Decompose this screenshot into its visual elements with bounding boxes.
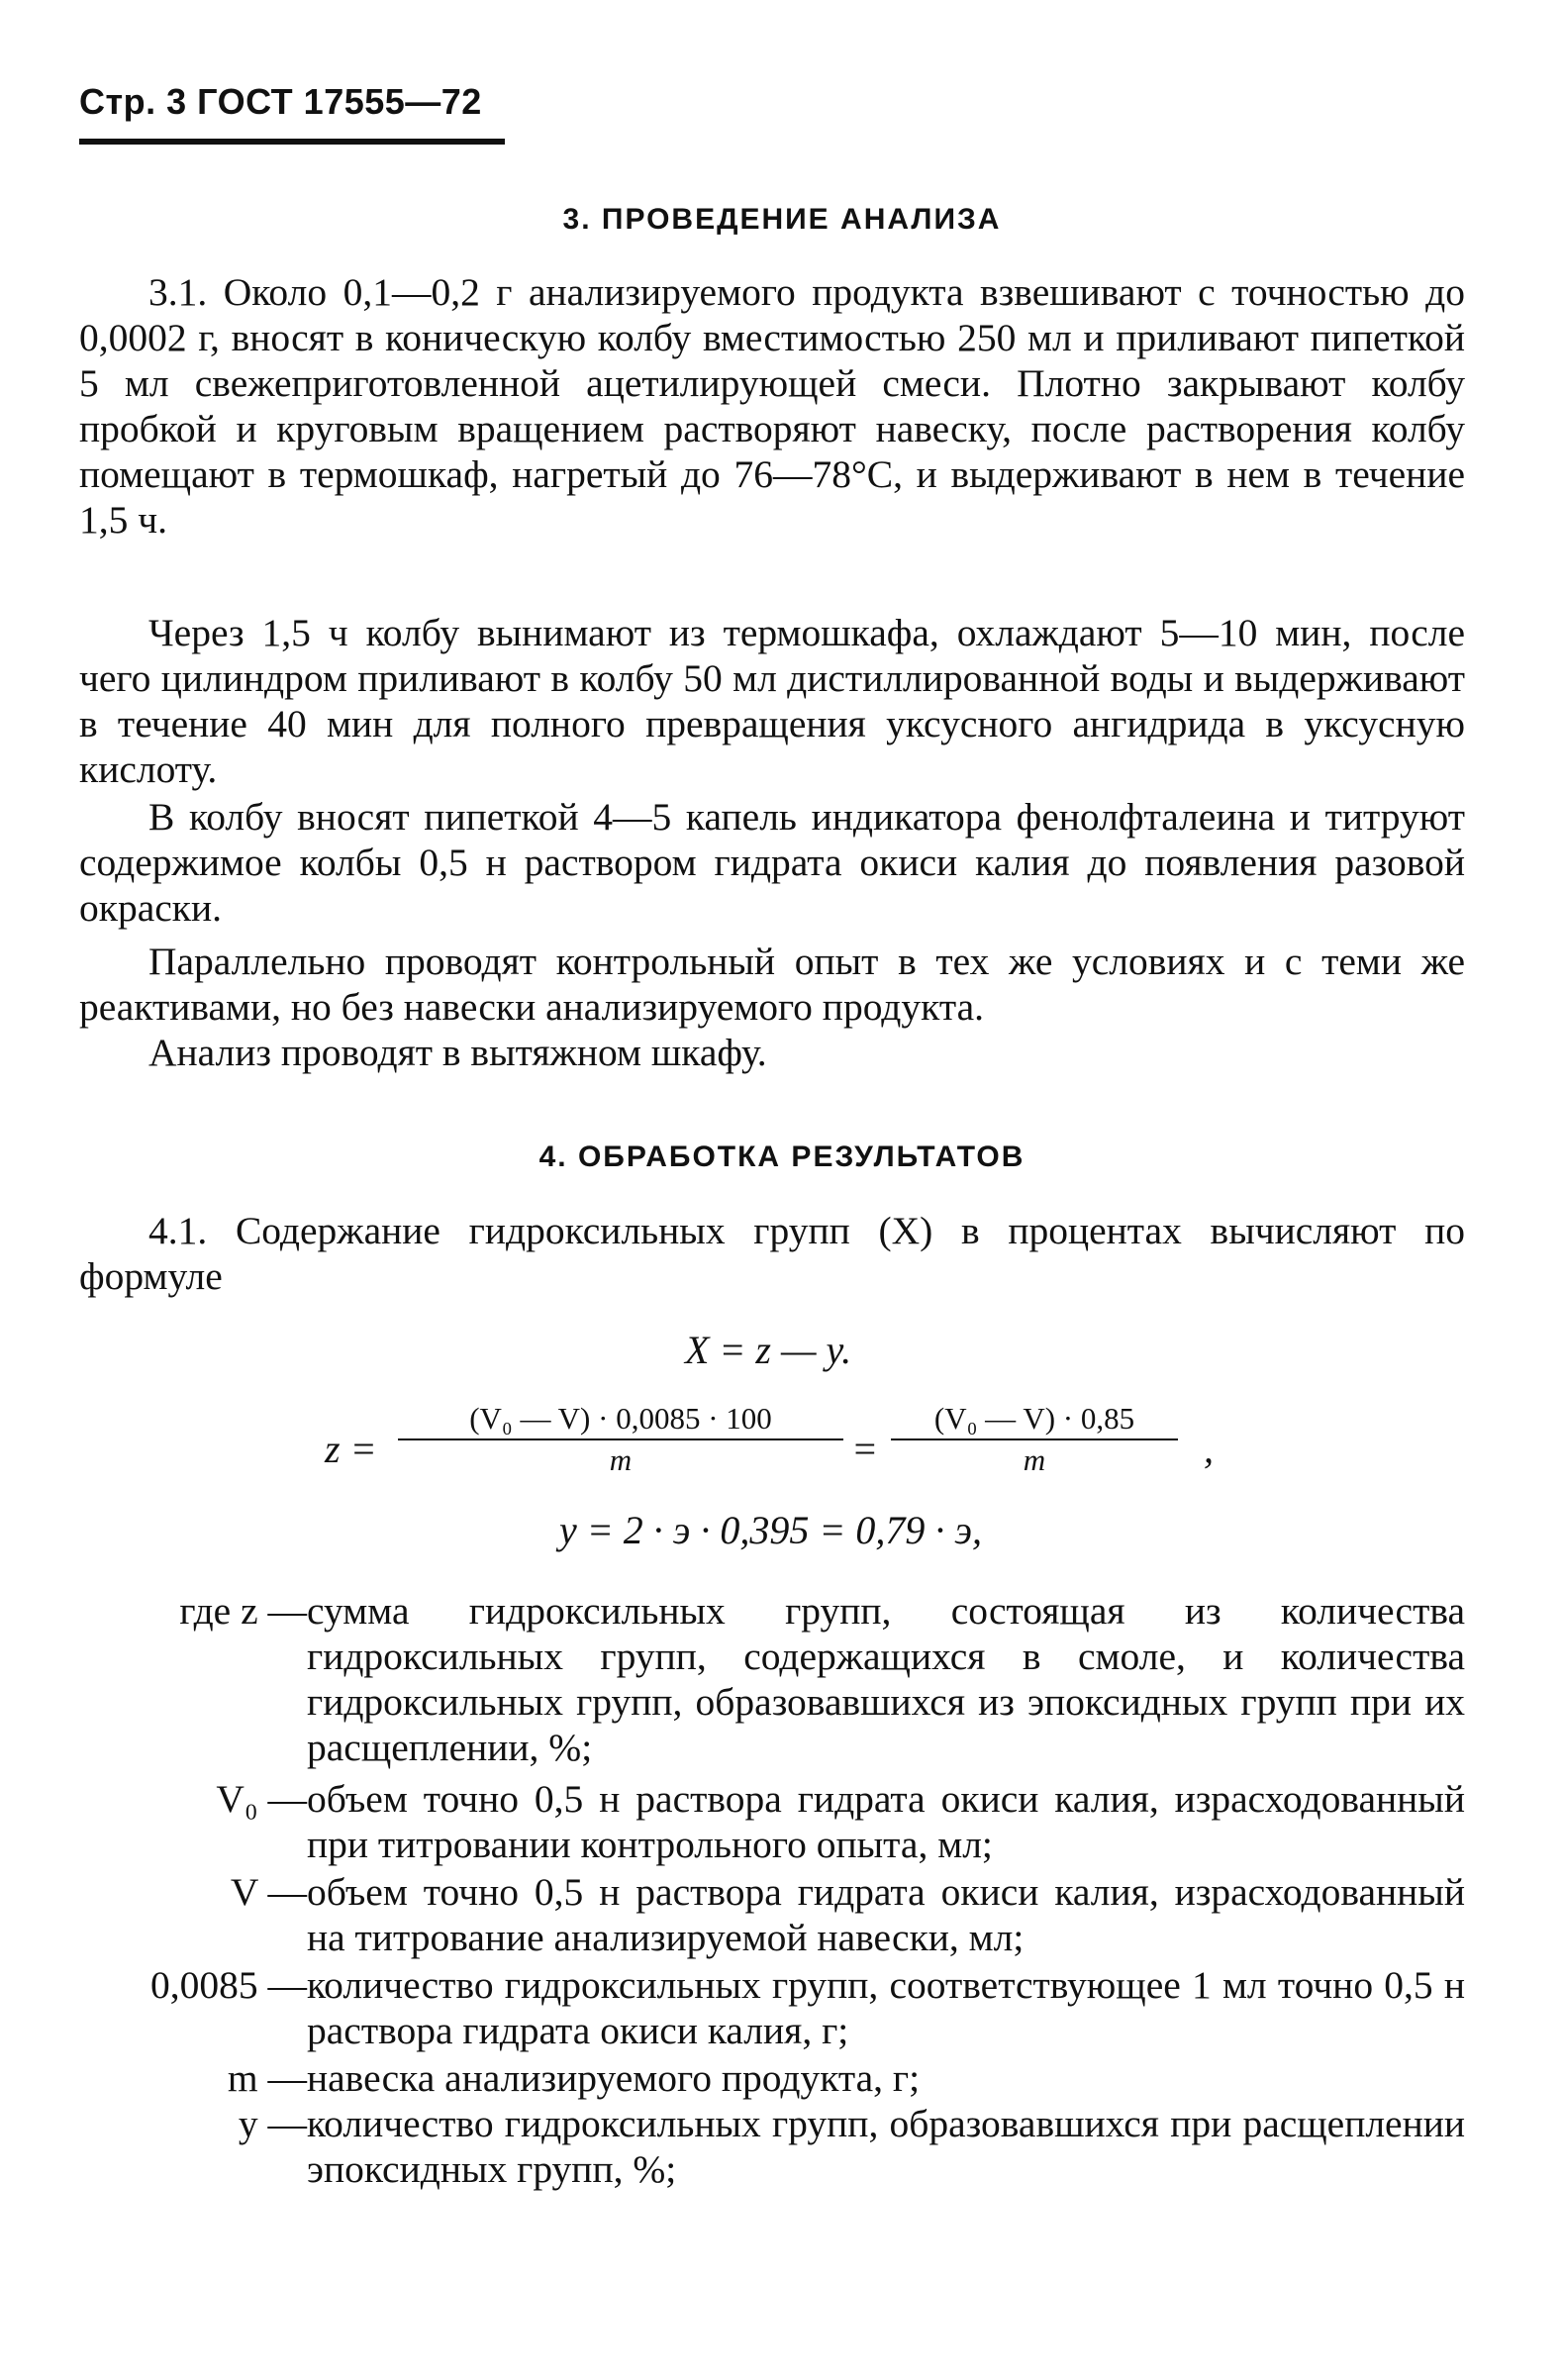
fraction-1-denominator: m	[609, 1442, 633, 1477]
definition-text: навеска анализируемого продукта, г;	[307, 2056, 921, 2100]
fraction-2-denominator: m	[1023, 1442, 1046, 1477]
definition-term: где z —	[179, 1589, 307, 1633]
section-3-title: 3. ПРОВЕДЕНИЕ АНАЛИЗА	[562, 203, 1002, 236]
paragraph-4-1: 4.1. Содержание гидроксильных групп (X) в процентах вычисляют по формуле	[79, 1209, 1465, 1298]
fraction-1	[398, 1401, 843, 1478]
paragraph-3-4: Параллельно проводят контрольный опыт в тех же условиях и с теми же реактивами, но без навески анализируемого продукта.	[79, 940, 1465, 1029]
paragraph-3-5: Анализ проводят в вытяжном шкафу.	[148, 1031, 767, 1074]
document-page	[79, 0, 1485, 2380]
formula-z-lhs: z =	[325, 1427, 377, 1471]
paragraph-3-3: В колбу вносят пипеткой 4—5 капель индикатора фенолфталеина и титруют содержимое колбы 0,5 н раствором гидрата окиси калия до появления разовой окраски.	[79, 795, 1465, 930]
fraction-1-numerator: (V₀ — V) · 0,0085 · 100	[469, 1401, 772, 1436]
formula-equals: =	[851, 1427, 878, 1471]
definition-term: V₀ —	[216, 1777, 307, 1821]
definition-term: 0,0085 —	[150, 1963, 307, 2007]
formula-x: X = z — y.	[685, 1328, 852, 1372]
fraction-2-numerator: (V₀ — V) · 0,85	[933, 1401, 1135, 1436]
paragraph-3-2: Через 1,5 ч колбу вынимают из термошкафа, охлаждают 5—10 мин, после чего цилиндром приливают в колбу 50 мл дистиллированной воды и выдерживают в течение 40 мин для полного превращения уксусного ангидрида в уксусную кислоту.	[79, 611, 1465, 791]
formula-comma: ,	[1204, 1427, 1214, 1471]
page-header: Стр. 3 ГОСТ 17555—72	[79, 81, 482, 122]
definition-text: объем точно 0,5 н раствора гидрата окиси калия, израсходованный при титровании контрольного опыта, мл;	[307, 1777, 1465, 1866]
paragraph-3-1: 3.1. Около 0,1—0,2 г анализируемого продукта взвешивают с точностью до 0,0002 г, вносят в коническую колбу вместимостью 250 мл и приливают пипеткой 5 мл свежеприготовленной ацетилирующей смеси. Плотно закрывают колбу пробкой и круговым вращением растворяют навеску, после растворения колбу помещают в термошкаф, нагретый до 76—78°С, и выдерживают в нем в течение 1,5 ч.	[79, 270, 1465, 542]
definition-text: сумма гидроксильных групп, состоящая из количества гидроксильных групп, содержащихся в смоле, и количества гидроксильных групп, образовавшихся из эпоксидных групп при их расщеплении, %;	[307, 1589, 1465, 1769]
definition-term: y —	[238, 2102, 307, 2145]
definition-text: количество гидроксильных групп, соответствующее 1 мл точно 0,5 н раствора гидрата окиси калия, г;	[307, 1963, 1465, 2052]
formula-y: y = 2 · э · 0,395 = 0,79 · э,	[559, 1508, 983, 1552]
definition-term: V —	[230, 1870, 307, 1914]
fraction-2	[891, 1401, 1178, 1478]
definition-text: количество гидроксильных групп, образовавшихся при расщеплении эпоксидных групп, %;	[307, 2102, 1465, 2191]
definition-text: объем точно 0,5 н раствора гидрата окиси калия, израсходованный на титрование анализируемой навески, мл;	[307, 1870, 1465, 1959]
definition-term: m —	[227, 2056, 307, 2100]
section-4-title: 4. ОБРАБОТКА РЕЗУЛЬТАТОВ	[538, 1140, 1026, 1173]
header-rule	[79, 139, 505, 145]
